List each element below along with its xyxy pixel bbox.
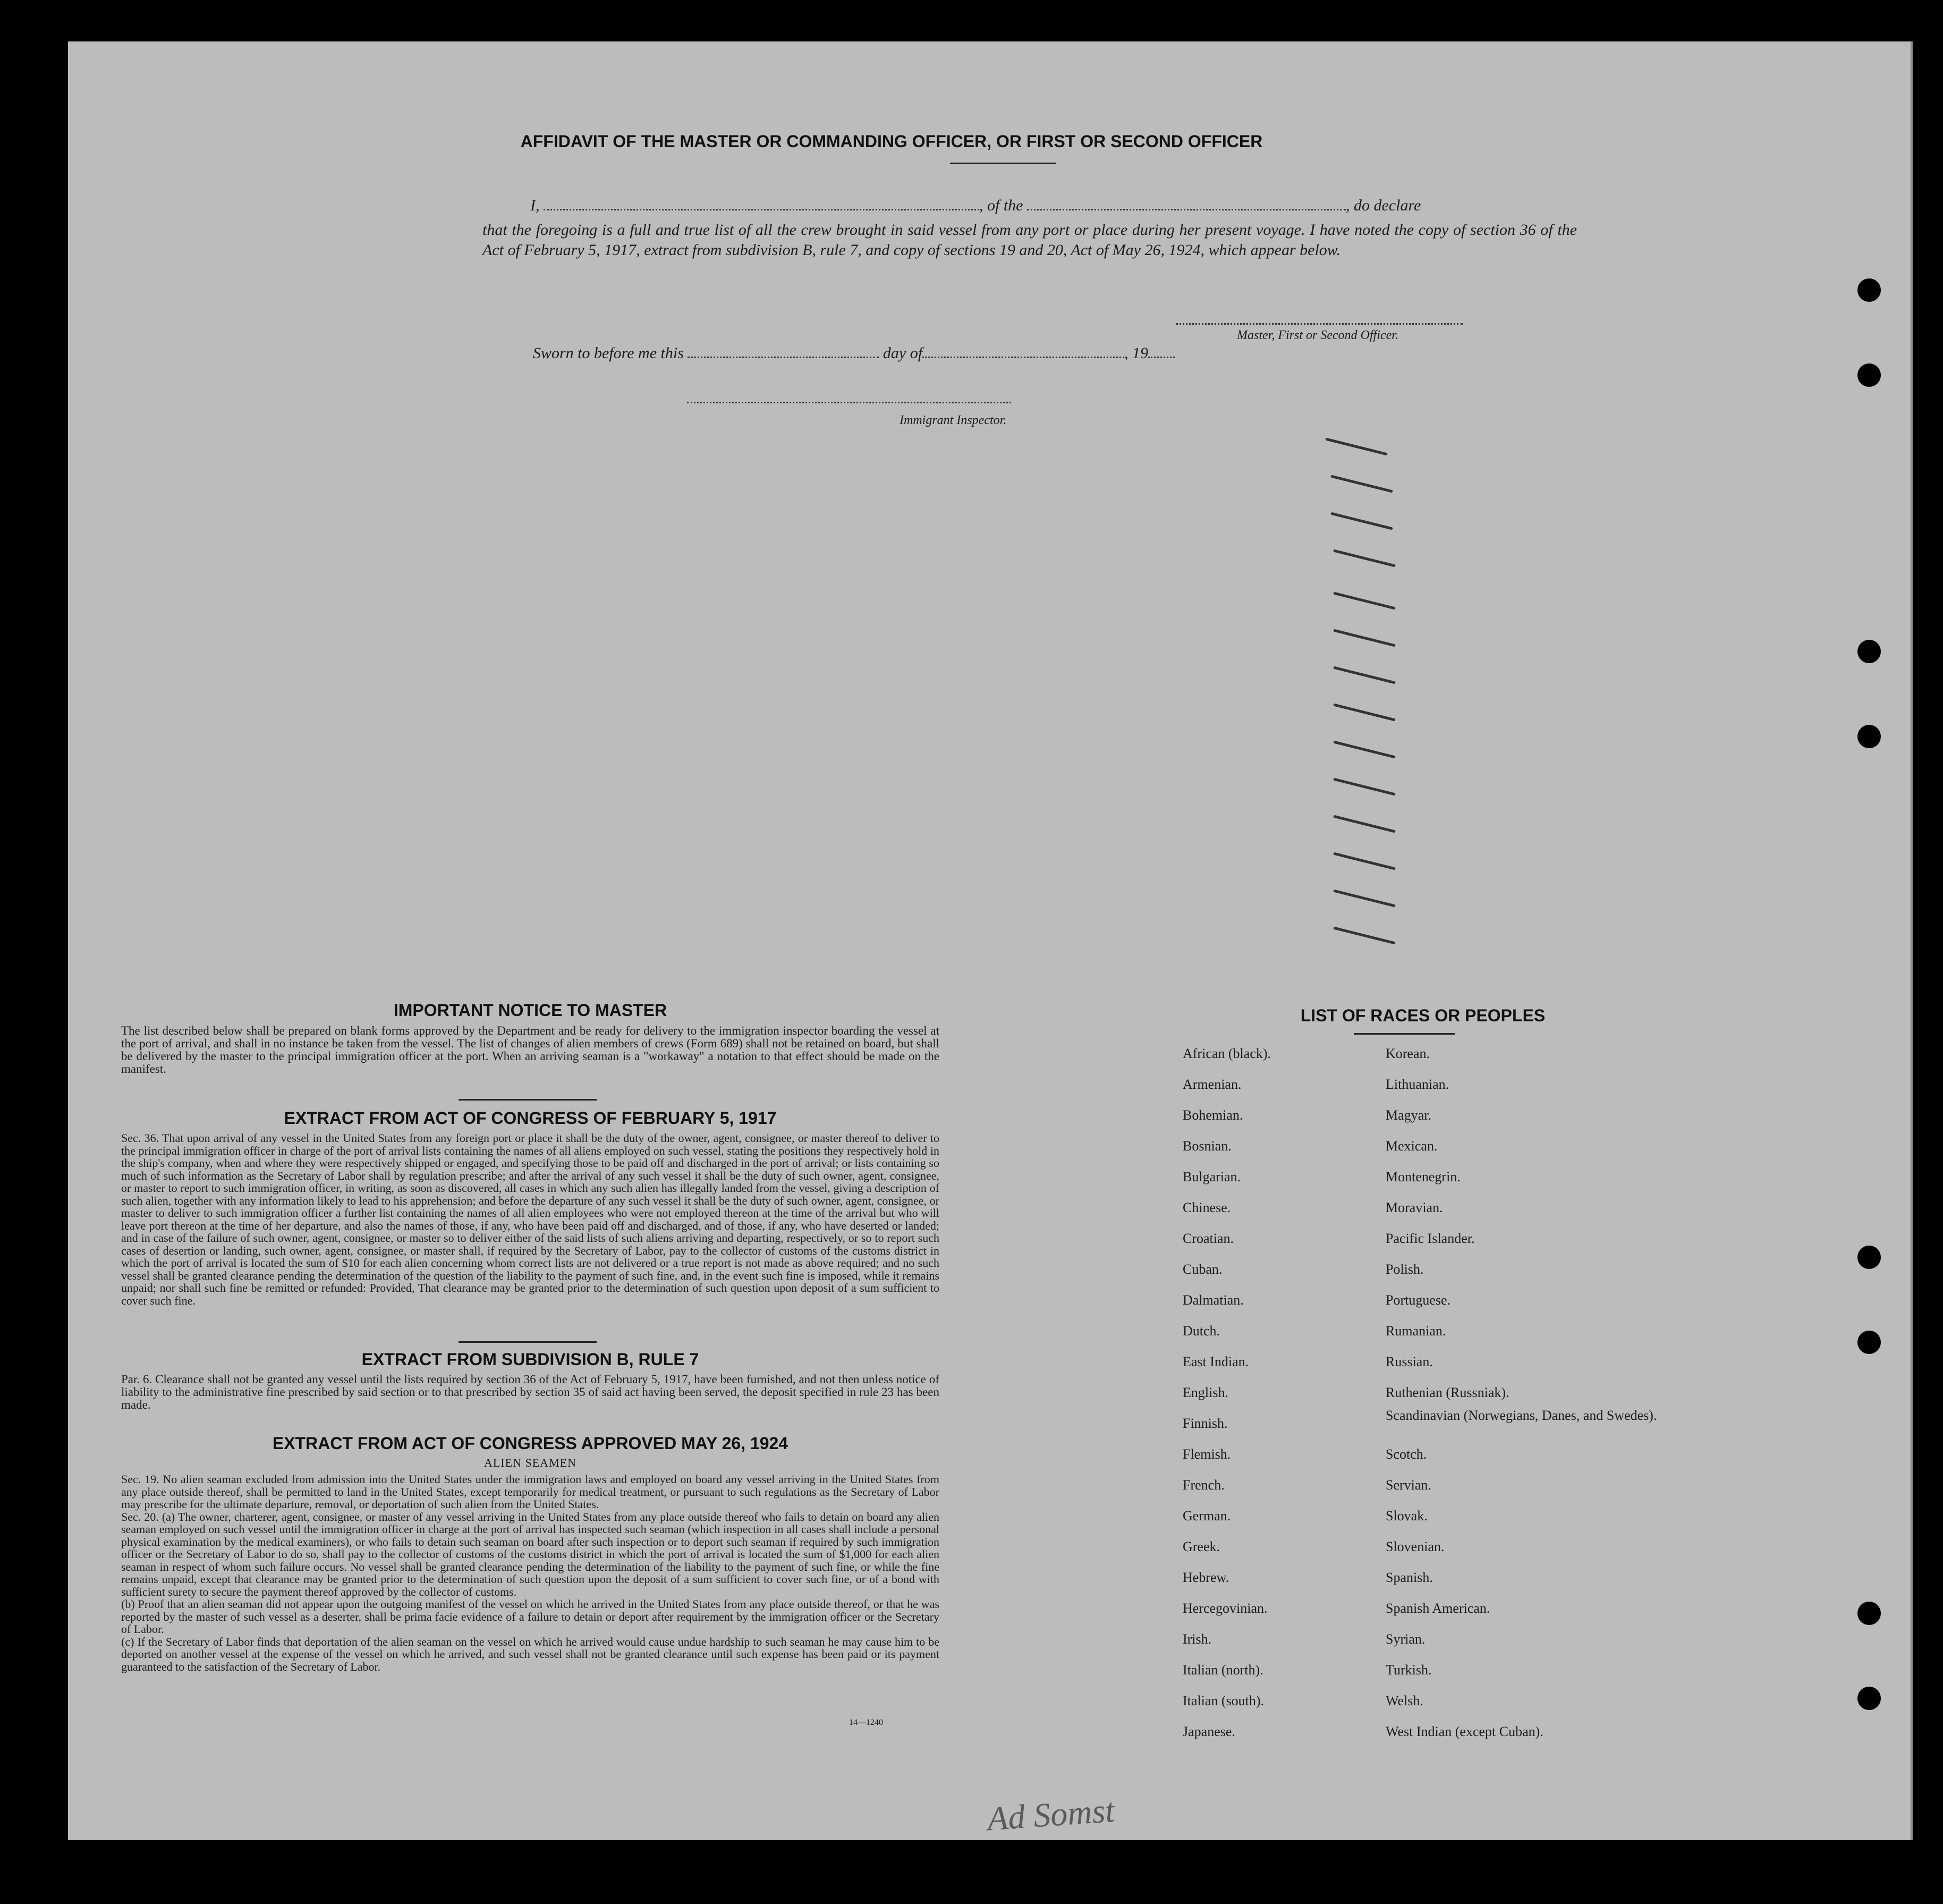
race-item: Greek.: [1183, 1539, 1220, 1554]
punch-hole: [1857, 640, 1881, 663]
divider: [950, 163, 1056, 164]
pencil-tick: [1333, 592, 1396, 610]
name-blank: [544, 209, 979, 210]
race-item: Turkish.: [1386, 1662, 1432, 1678]
master-signature-label: Master, First or Second Officer.: [1237, 328, 1398, 342]
rule-7-title: EXTRACT FROM SUBDIVISION B, RULE 7: [361, 1350, 699, 1369]
master-signature-line: [1176, 323, 1463, 325]
race-item: Syrian.: [1386, 1631, 1426, 1647]
pencil-tick: [1333, 741, 1396, 759]
year-blank: [1148, 357, 1175, 358]
sec-19-text: Sec. 19. No alien seaman excluded from admission into the United States under the immigration laws and employed on board any vessel arriving in the United States from any place outside thereof, shall be permitted to land in the United States, except temporarily for medical treatment, or pursuant to such regulations as the Secretary of Labor may prescribe for the ultimate departure, removal, or deportation of such alien from the United States.: [121, 1473, 939, 1511]
pencil-tick: [1333, 852, 1396, 870]
races-right-column: [1386, 1038, 1662, 1747]
notice-title: IMPORTANT NOTICE TO MASTER: [393, 1001, 667, 1020]
race-item: Cuban.: [1183, 1262, 1223, 1277]
race-item: Hebrew.: [1183, 1570, 1229, 1585]
divider: [459, 1341, 597, 1343]
extract-1917-text: Sec. 36. That upon arrival of any vessel in the United States from any foreign port or place it shall be the duty of the owner, agent, consignee, or master thereof to deliver to the principal immigration officer in charge of the port of arrival lists containing the names of all aliens employed on such vessel, stating the positions they respectively hold in the ship's company, when and where they were respectively shipped or engaged, and specifying those to be paid off and discharged in the port of arrival; or lists containing so much of such information as the Secretary of Labor shall by regulation prescribe; and after the arrival of any such vessel it shall be the duty of such owner, agent, consignee, or master to report to such immigration officer, in writing, as soon as discovered, all cases in which any such alien has illegally landed from the vessel, giving a description of such alien, together with any information likely to lead to his apprehension; and before the departure of any such vessel it shall be the duty of such owner, agent, consignee, or master to deliver to such immigration officer a further list containing the names of all alien employees who were not employed thereon at the time of the arrival but who will leave port thereon at the time of her departure, and also the names of those, if any, who have been paid off and discharged, and of those, if any, who have deserted or landed; and in case of the failure of such owner, agent, consignee, or master so to deliver either of the said lists of such aliens arriving and departing, respectively, or so to report such cases of desertion or landing, such owner, agent, consignee, or master shall, if required by the Secretary of Labor, pay to the collector of customs of the customs district in which the port of arrival is located the sum of $10 for each alien concerning whom correct lists are not delivered or a true report is not made as above required; and no such vessel shall be granted clearance pending the determination of the question of the liability to the payment of such fine, and, in the event such fine is imposed, while it remains unpaid; nor shall such fine be remitted or refunded: Provided, That clearance may be granted prior to the determination of such question upon deposit of a sum sufficient to cover such fine.: [121, 1131, 939, 1307]
race-item: West Indian (except Cuban).: [1386, 1724, 1543, 1739]
pencil-tick: [1333, 890, 1396, 908]
pencil-tick: [1333, 704, 1396, 722]
race-item: Scandinavian (Norwegians, Danes, and Swedes).: [1386, 1408, 1657, 1423]
race-item: Hercegovinian.: [1183, 1601, 1268, 1616]
race-item: Dutch.: [1183, 1323, 1220, 1339]
race-item: Chinese.: [1183, 1200, 1231, 1215]
pencil-tick: [1330, 475, 1393, 493]
affidavit-declare: , do declare: [1346, 197, 1421, 214]
pencil-tick: [1333, 927, 1396, 945]
pencil-tick: [1325, 438, 1388, 456]
document-page: [68, 41, 1913, 1840]
race-item: East Indian.: [1183, 1354, 1249, 1369]
race-item: Flemish.: [1183, 1446, 1231, 1462]
sec-20c-text: (c) If the Secretary of Labor finds that deportation of the alien seaman on the vessel on which he arrived would cause undue hardship to such seaman he may cause him to be deported on another vessel at the expense of the vessel on which he arrived, and such vessel shall not be granted clearance until such expense has been paid or its payment guaranteed to the satisfaction of the Secretary of Labor.: [121, 1635, 939, 1673]
race-item: Bohemian.: [1183, 1107, 1243, 1123]
pencil-tick: [1333, 815, 1396, 833]
affidavit-i: I,: [530, 197, 540, 214]
pencil-tick: [1333, 549, 1396, 568]
pencil-tick: [1333, 629, 1396, 647]
punch-hole: [1857, 363, 1881, 387]
race-item: Scotch.: [1386, 1446, 1427, 1462]
affidavit-line: [530, 197, 1572, 215]
race-item: Armenian.: [1183, 1077, 1242, 1092]
sec-20b-text: (b) Proof that an alien seaman did not appear upon the outgoing manifest of the vessel on which he arrived in the United States from any place outside thereof, or that he was reported by the master of such vessel as a deserter, shall be prima facie evidence of a failure to detain or deport after requirement by the immigration officer or the Secretary of Labor.: [121, 1597, 939, 1636]
race-item: Bosnian.: [1183, 1138, 1232, 1154]
inspector-label: Immigrant Inspector.: [900, 413, 1007, 427]
notice-text: The list described below shall be prepared on blank forms approved by the Department and be ready for delivery to the immigration inspector boarding the vessel at the port of arrival, and shall in no instance be taken from the vessel. The list of changes of alien members of crews (Form 689) shall not be retained on board, but shall be delivered by the master to the principal immigration officer at the port. When an arriving seaman is a "workaway" a notation to that effect should be made on the manifest.: [121, 1024, 939, 1076]
extract-1924-title: EXTRACT FROM ACT OF CONGRESS APPROVED MAY 26, 1924: [272, 1434, 788, 1453]
punch-hole: [1857, 278, 1881, 302]
races-left-column: [1183, 1038, 1271, 1747]
race-item: Slovenian.: [1386, 1539, 1445, 1554]
year-text: , 19: [1124, 344, 1149, 362]
race-item: Lithuanian.: [1386, 1077, 1449, 1092]
punch-hole: [1857, 1331, 1881, 1354]
pencil-tick: [1330, 512, 1393, 530]
vessel-blank: [1027, 209, 1346, 210]
race-item: Pacific Islander.: [1386, 1231, 1475, 1246]
day-blank: [688, 357, 879, 358]
rule-7-text: Par. 6. Clearance shall not be granted any vessel until the lists required by section 36 of the Act of February 5, 1917, have been furnished, and not then unless notice of liability to the administrative fine prescribed by said section or to that prescribed by section 35 of said act having been served, the deposit specified in rule 23 has been made.: [121, 1373, 939, 1411]
race-item: Irish.: [1183, 1631, 1212, 1647]
affidavit-title: AFFIDAVIT OF THE MASTER OR COMMANDING OFFICER, OR FIRST OR SECOND OFFICER: [520, 132, 1263, 151]
race-item: Servian.: [1386, 1477, 1431, 1493]
race-item: Finnish.: [1183, 1416, 1228, 1431]
sworn-line: [533, 344, 1383, 362]
punch-hole: [1857, 1602, 1881, 1625]
race-item: German.: [1183, 1508, 1231, 1524]
extract-1924-subtitle: ALIEN SEAMEN: [484, 1456, 576, 1469]
race-item: Montenegrin.: [1386, 1169, 1461, 1184]
race-item: English.: [1183, 1385, 1228, 1400]
inspector-signature-line: [687, 402, 1011, 403]
pencil-tick: [1333, 666, 1396, 684]
race-item: Croatian.: [1183, 1231, 1234, 1246]
punch-hole: [1857, 1246, 1881, 1269]
sec-20a-text: Sec. 20. (a) The owner, charterer, agent, consignee, or master of any vessel arriving in the United States from any place outside thereof who fails to detain on board any alien seaman employed on such vessel until the immigration officer in charge at the port of arrival has inspected such seaman (which inspection in all cases shall include a personal physical examination by the medical examiners), or who fails to detain such seaman on board after such inspection or to deport such seaman if required by such immigration officer or the Secretary of Labor to do so, shall pay to the collector of customs of the customs district in which the port of arrival is located the sum of $1,000 for each alien seaman in respect of whom such failure occurs. No vessel shall be granted clearance pending the determination of the liability to the payment of such fine, or while the fine remains unpaid, except that clearance may be granted prior to the determination of such question upon the deposit of a sum sufficient to cover such fine, or of a bond with sufficient surety to secure the payment thereof approved by the collector of customs.: [121, 1510, 939, 1598]
race-item: Polish.: [1386, 1262, 1424, 1277]
race-item: Welsh.: [1386, 1693, 1423, 1708]
race-item: Russian.: [1386, 1354, 1433, 1369]
race-item: Ruthenian (Russniak).: [1386, 1385, 1509, 1400]
race-item: Portuguese.: [1386, 1292, 1451, 1308]
affidavit-body: that the foregoing is a full and true list of all the crew brought in said vessel from any port or place during her present voyage. I have noted the copy of section 36 of the Act of February 5, 1917, extract from subdivision B, rule 7, and copy of sections 19 and 20, Act of May 26, 1924, which appear below.: [482, 221, 1577, 259]
race-item: Bulgarian.: [1183, 1169, 1241, 1184]
race-item: Korean.: [1386, 1046, 1430, 1061]
race-item: Japanese.: [1183, 1724, 1235, 1739]
handwritten-signature: Ad Somst: [986, 1791, 1116, 1838]
extract-1917-title: EXTRACT FROM ACT OF CONGRESS OF FEBRUARY 5, 1917: [284, 1108, 777, 1128]
sworn-text: Sworn to before me this: [533, 344, 684, 362]
race-item: Moravian.: [1386, 1200, 1443, 1215]
pencil-tick: [1333, 778, 1396, 796]
month-blank: [922, 357, 1124, 358]
divider: [459, 1099, 597, 1101]
races-title: LIST OF RACES OR PEOPLES: [1300, 1006, 1546, 1025]
race-item: Spanish.: [1386, 1570, 1433, 1585]
race-item: Magyar.: [1386, 1107, 1431, 1123]
race-item: Slovak.: [1386, 1508, 1428, 1524]
race-item: African (black).: [1183, 1046, 1271, 1061]
race-item: French.: [1183, 1477, 1225, 1493]
race-item: Mexican.: [1386, 1138, 1438, 1154]
punch-hole: [1857, 725, 1881, 748]
punch-hole: [1857, 1687, 1881, 1710]
extract-1924-body: [121, 1473, 939, 1673]
race-item: Italian (south).: [1183, 1693, 1265, 1708]
race-item: Rumanian.: [1386, 1323, 1446, 1339]
affidavit-of: , of the: [979, 197, 1023, 214]
divider: [1354, 1033, 1455, 1035]
race-item: Italian (north).: [1183, 1662, 1263, 1678]
form-number: 14—1240: [849, 1718, 883, 1727]
day-of-text: day of: [883, 344, 923, 362]
race-item: Dalmatian.: [1183, 1292, 1244, 1308]
race-item: Spanish American.: [1386, 1601, 1490, 1616]
